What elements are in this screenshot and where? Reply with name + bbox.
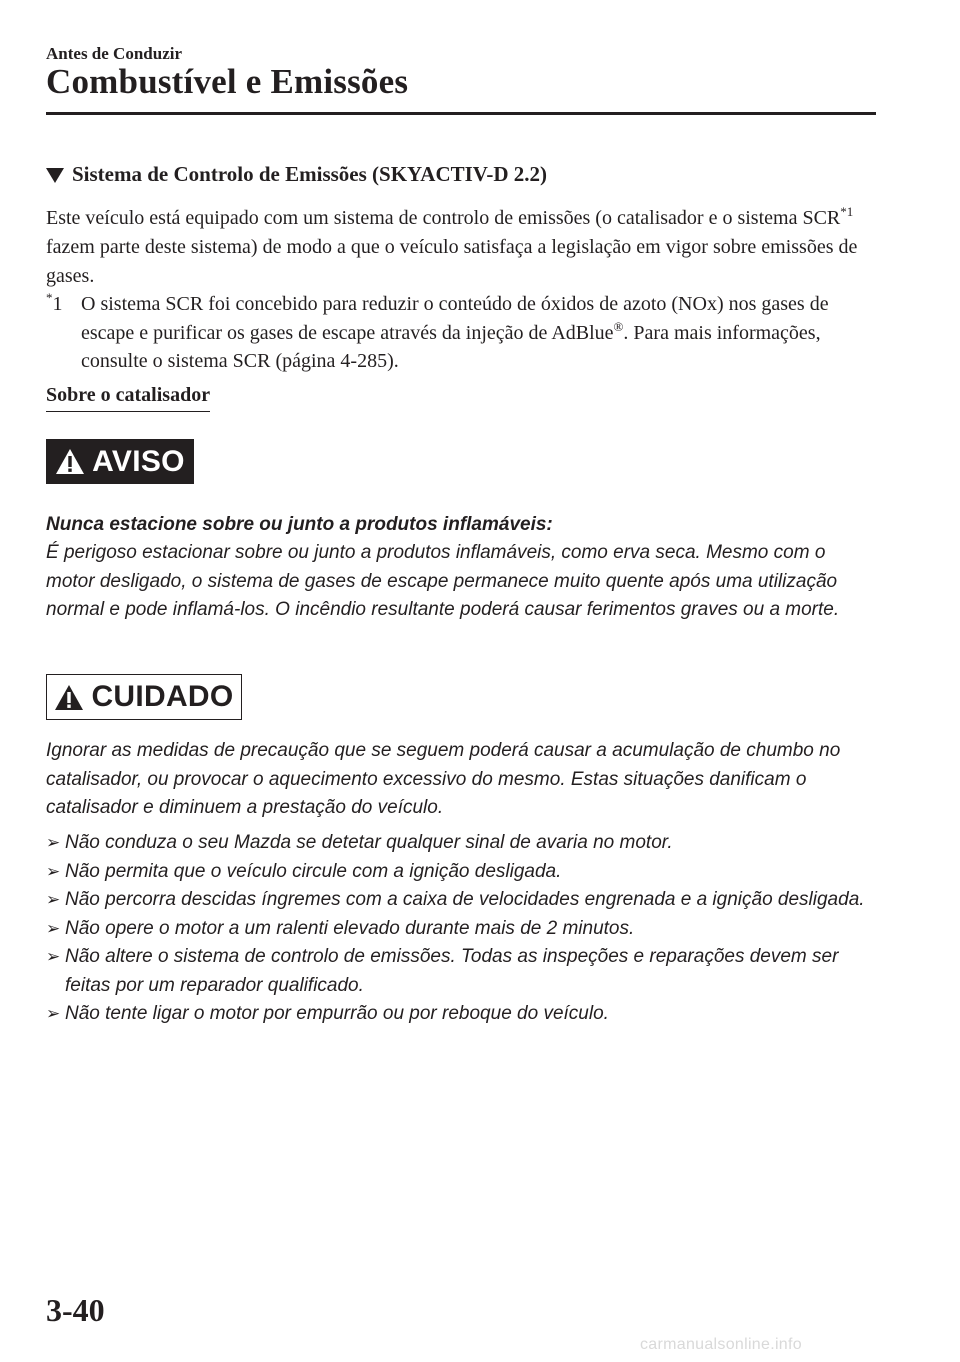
footnote-star: * — [46, 290, 53, 306]
watermark-text: carmanualsonline.info — [640, 1336, 802, 1353]
arrow-bullet-icon: ➢ — [46, 918, 61, 938]
list-item — [46, 886, 876, 915]
section-heading — [46, 162, 547, 187]
footnote-text-part1: O sistema SCR foi concebido para reduzir o conteúdo de óxidos de azoto (NOx) nos gases de escape e purificar os gases de escape através da injeção de AdBlue — [81, 293, 829, 344]
footnote-text — [81, 290, 876, 376]
warning-heading: Nunca estacione sobre ou junto a produtos inflamáveis: — [46, 514, 553, 535]
intro-text-part1: Este veículo está equipado com um sistema de controlo de emissões (o catalisador e o sistema SCR — [46, 207, 841, 229]
intro-text-part2: fazem parte deste sistema) de modo a que o veículo satisfaça a legislação em vigor sobre emissões de gases. — [46, 236, 858, 287]
list-item-text: Não conduza o seu Mazda se detetar qualquer sinal de avaria no motor. — [65, 832, 673, 853]
arrow-bullet-icon: ➢ — [46, 947, 61, 966]
arrow-bullet-icon: ➢ — [46, 1004, 61, 1023]
arrow-bullet-icon: ➢ — [46, 890, 61, 909]
list-item-text: Não percorra descidas íngremes com a caixa de velocidades engrenada e a ignição desligada. — [65, 889, 865, 910]
intro-paragraph — [46, 204, 876, 291]
caution-badge — [46, 674, 242, 720]
list-item-text: Não opere o motor a um ralenti elevado durante mais de 2 minutos. — [65, 917, 635, 939]
list-item-text: Não tente ligar o motor por empurrão ou por reboque do veículo. — [65, 1003, 609, 1024]
registered-mark: ® — [613, 318, 624, 334]
footnote — [46, 290, 876, 376]
down-triangle-icon — [46, 168, 64, 183]
page-title: Combustível e Emissões — [46, 62, 409, 101]
list-item-text: Não altere o sistema de controlo de emissões. Todas as inspeções e reparações devem ser feitas por um reparador qualificado. — [65, 946, 839, 996]
chapter-label: Antes de Conduzir — [46, 44, 183, 63]
warning-label: AVISO — [92, 444, 185, 478]
arrow-bullet-icon: ➢ — [46, 861, 61, 881]
list-item — [46, 943, 876, 1000]
list-item-text: Não permita que o veículo circule com a ignição desligada. — [65, 860, 562, 882]
footnote-number: 1 — [52, 293, 63, 315]
exclamation-triangle-icon — [54, 684, 84, 711]
list-item — [46, 858, 876, 887]
footnote-reference: *1 — [840, 204, 854, 220]
caution-label: CUIDADO — [91, 680, 234, 713]
arrow-bullet-icon: ➢ — [46, 833, 61, 852]
caution-list — [46, 829, 876, 1029]
section-title: Sistema de Controlo de Emissões (SKYACTIV-D 2.2) — [72, 162, 548, 186]
warning-text: É perigoso estacionar sobre ou junto a produtos inflamáveis, como erva seca. Mesmo com o motor desligado, o sistema de gases de escape permanece muito quente após uma utilização normal e pode inflamá-los. O incêndio resultante poderá causar ferimentos graves ou a morte. — [46, 542, 840, 620]
subsection-heading: Sobre o catalisador — [46, 384, 210, 412]
header-divider — [46, 112, 876, 115]
page-number: 3-40 — [46, 1292, 105, 1328]
exclamation-triangle-icon — [55, 448, 85, 475]
list-item — [46, 829, 876, 858]
caution-text: Ignorar as medidas de precaução que se seguem poderá causar a acumulação de chumbo no catalisador, ou provocar o aquecimento excessivo do mesmo. Estas situações danificam o catalisador e diminuem a prestação do veículo. — [46, 740, 841, 818]
warning-badge — [46, 439, 194, 484]
footnote-text-part2: . Para mais informações, consulte o sistema SCR (página 4-285). — [81, 321, 821, 372]
list-item — [46, 1000, 876, 1029]
list-item — [46, 915, 876, 944]
footnote-marker — [46, 290, 63, 319]
